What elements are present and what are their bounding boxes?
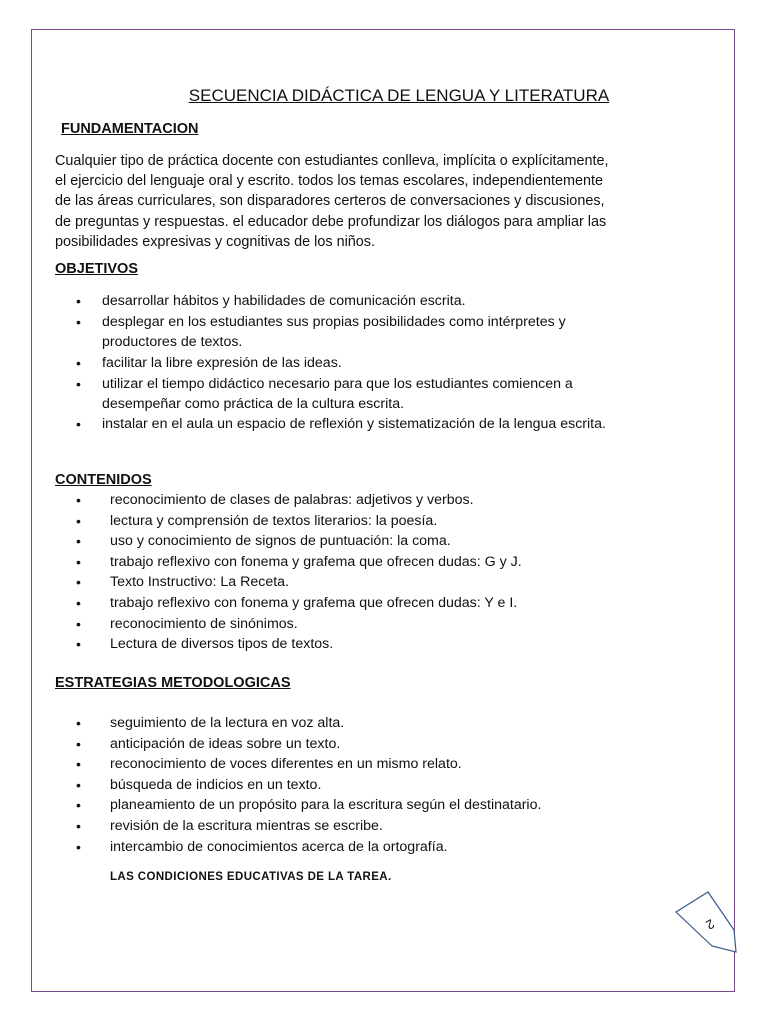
list-item <box>55 634 522 655</box>
bullet-icon: • <box>76 354 81 371</box>
bullet-icon: • <box>76 797 81 814</box>
list-item-text: Texto Instructivo: La Receta. <box>110 574 290 591</box>
objetivos-list <box>55 292 622 435</box>
bullet-icon: • <box>76 838 81 855</box>
condiciones-heading: LAS CONDICIONES EDUCATIVAS DE LA TAREA. <box>110 871 392 883</box>
paragraph-line: posibilidades expresivas y cognitivas de los niños. <box>55 233 375 250</box>
heading-contenidos: CONTENIDOS <box>55 472 152 488</box>
list-item-text: Lectura de diversos tipos de textos. <box>110 636 334 653</box>
document-title: SECUENCIA DIDÁCTICA DE LENGUA Y LITERATURA <box>188 86 610 105</box>
heading-fundamentacion: FUNDAMENTACION <box>61 121 199 137</box>
page-number-badge <box>672 888 742 958</box>
list-item-text: instalar en el aula un espacio de reflexión y sistematización de la lengua escrita. <box>102 416 606 433</box>
bullet-icon: • <box>76 375 81 392</box>
fundamentacion-paragraph <box>55 151 665 252</box>
bullet-icon: • <box>76 533 81 550</box>
list-item <box>55 511 522 532</box>
list-item-text: facilitar la libre expresión de las ideas. <box>102 354 342 371</box>
bullet-icon: • <box>76 817 81 834</box>
paragraph-line: de las áreas curriculares, son disparadores certeros de conversaciones y discusiones, <box>55 193 605 210</box>
list-item-text: trabajo reflexivo con fonema y grafema que ofrecen dudas: G y J. <box>110 553 522 570</box>
list-item <box>55 754 541 775</box>
list-item-text: anticipación de ideas sobre un texto. <box>110 735 341 752</box>
list-item <box>55 795 541 816</box>
list-item-text: búsqueda de indicios en un texto. <box>110 776 322 793</box>
bullet-icon: • <box>76 776 81 793</box>
bullet-icon: • <box>76 574 81 591</box>
list-item <box>55 775 541 796</box>
paragraph-line: Cualquier tipo de práctica docente con estudiantes conlleva, implícita o explícitamente, <box>55 153 609 169</box>
bullet-icon: • <box>76 636 81 653</box>
bullet-icon: • <box>76 756 81 773</box>
list-item <box>55 734 541 755</box>
bullet-icon: • <box>76 293 81 309</box>
bullet-icon: • <box>76 594 81 611</box>
list-item-text: desplegar en los estudiantes sus propias posibilidades como intérpretes y productores de textos. <box>102 313 566 350</box>
paragraph-line: el ejercicio del lenguaje oral y escrito. todos los temas escolares, independientemente <box>55 173 603 190</box>
list-item <box>55 292 622 312</box>
bullet-icon: • <box>76 416 81 433</box>
page-number-text: 2 <box>703 916 718 933</box>
list-item-text: trabajo reflexivo con fonema y grafema que ofrecen dudas: Y e I. <box>110 594 518 611</box>
bullet-icon: • <box>76 615 81 632</box>
list-item <box>55 816 541 837</box>
list-item-text: intercambio de conocimientos acerca de la ortografía. <box>110 838 448 855</box>
list-item-text: planeamiento de un propósito para la escritura según el destinatario. <box>110 797 542 814</box>
estrategias-list <box>55 713 541 857</box>
list-item <box>55 572 522 593</box>
list-item <box>55 614 522 635</box>
list-item <box>55 354 622 374</box>
list-item <box>55 593 522 614</box>
contenidos-list <box>55 490 522 655</box>
list-item-text: utilizar el tiempo didáctico necesario para que los estudiantes comiencen a desempeñar como práctica de la cultura escrita. <box>102 375 573 412</box>
list-item-text: seguimiento de la lectura en voz alta. <box>110 715 345 731</box>
bullet-icon: • <box>76 492 81 508</box>
list-item-text: lectura y comprensión de textos literarios: la poesía. <box>110 512 438 529</box>
list-item-text: reconocimiento de sinónimos. <box>110 615 298 632</box>
list-item <box>55 531 522 552</box>
bullet-icon: • <box>76 553 81 570</box>
list-item <box>55 415 622 435</box>
list-item-text: revisión de la escritura mientras se escribe. <box>110 817 383 834</box>
list-item <box>55 375 622 415</box>
list-item <box>55 837 541 858</box>
heading-objetivos: OBJETIVOS <box>55 261 138 277</box>
list-item <box>55 490 522 511</box>
bullet-icon: • <box>76 735 81 752</box>
bullet-icon: • <box>76 715 81 731</box>
list-item <box>55 313 622 353</box>
list-item-text: uso y conocimiento de signos de puntuación: la coma. <box>110 533 451 550</box>
list-item-text: desarrollar hábitos y habilidades de comunicación escrita. <box>102 293 466 309</box>
heading-estrategias: ESTRATEGIAS METODOLOGICAS <box>55 675 291 691</box>
list-item-text: reconocimiento de voces diferentes en un mismo relato. <box>110 756 462 773</box>
paragraph-line: de preguntas y respuestas. el educador debe profundizar los diálogos para ampliar las <box>55 213 607 230</box>
list-item-text: reconocimiento de clases de palabras: adjetivos y verbos. <box>110 492 474 508</box>
list-item <box>55 713 541 734</box>
bullet-icon: • <box>76 313 81 330</box>
bullet-icon: • <box>76 512 81 529</box>
list-item <box>55 552 522 573</box>
